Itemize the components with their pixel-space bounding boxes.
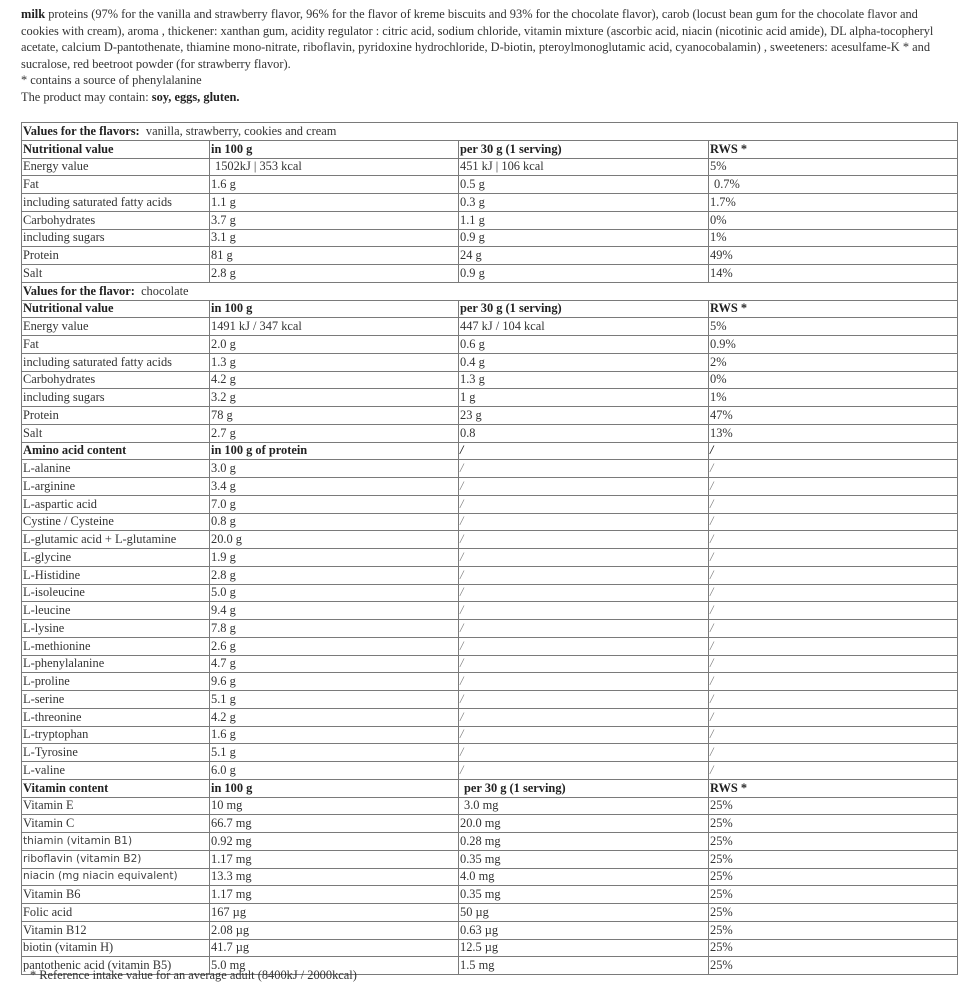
- value-rws: /: [709, 549, 958, 567]
- value-rws: 2%: [709, 353, 958, 371]
- table-row: [22, 513, 958, 531]
- section-title: [22, 282, 958, 300]
- ingredients-list: proteins (97% for the vanilla and strawberry flavor, 96% for the flavor of kreme biscuits and 93% for the chocolate flavor), carob (locust bean gum for the chocolate flavor and cookies with cream), aroma , thickener: xanthan gum, acidity regulator : citric acid, sodium chloride, vitamin mixture (ascorbic acid, niacin (nicotinic acid amide), DL alpha-tocopheryl acetate, calcium D-pantothenate, thiamine mono-nitrate, riboflavin, pyridoxine hydrochloride, D-biotin, pteroylmonoglutamic acid, cyanocobalamin) , sweeteners: acesulfame-K * and sucralose, red beetroot powder (for strawberry flavor).: [21, 7, 934, 71]
- value-per-100g: 66.7 mg: [210, 815, 459, 833]
- value-rws: 25%: [709, 850, 958, 868]
- value-rws: 25%: [709, 957, 958, 975]
- section-title: [22, 123, 958, 141]
- value-per-100g: 1.1 g: [210, 194, 459, 212]
- value-per-serving: 23 g: [459, 407, 709, 425]
- table-row: [22, 478, 958, 496]
- value-per-serving: /: [459, 566, 709, 584]
- row-label: L-proline: [22, 673, 210, 691]
- value-rws: 1%: [709, 389, 958, 407]
- value-per-100g: 1.17 mg: [210, 850, 459, 868]
- table-row: [22, 708, 958, 726]
- value-per-100g: 2.08 µg: [210, 921, 459, 939]
- header-cell: in 100 g: [210, 300, 459, 318]
- value-per-100g: 1.9 g: [210, 549, 459, 567]
- section-title-value: chocolate: [141, 283, 189, 298]
- row-label: including saturated fatty acids: [22, 353, 210, 371]
- value-rws: 0.7%: [709, 176, 958, 194]
- value-per-serving: 451 kJ | 106 kcal: [459, 158, 709, 176]
- row-label: L-isoleucine: [22, 584, 210, 602]
- row-label: Cystine / Cysteine: [22, 513, 210, 531]
- allergen-label: The product may contain:: [21, 89, 152, 104]
- row-label: Protein: [22, 247, 210, 265]
- row-label: L-arginine: [22, 478, 210, 496]
- table-row: [22, 673, 958, 691]
- row-label: including saturated fatty acids: [22, 194, 210, 212]
- value-per-100g: 10 mg: [210, 797, 459, 815]
- value-per-100g: 3.2 g: [210, 389, 459, 407]
- value-per-serving: 1.1 g: [459, 211, 709, 229]
- table-row: [22, 797, 958, 815]
- header-cell: Amino acid content: [22, 442, 210, 460]
- row-label: L-alanine: [22, 460, 210, 478]
- value-per-serving: 0.5 g: [459, 176, 709, 194]
- table-row: [22, 247, 958, 265]
- table-row: [22, 211, 958, 229]
- value-rws: 25%: [709, 904, 958, 922]
- value-per-serving: /: [459, 549, 709, 567]
- table-row: [22, 904, 958, 922]
- row-label: L-lysine: [22, 620, 210, 638]
- value-per-100g: 1502kJ | 353 kcal: [210, 158, 459, 176]
- table-row: [22, 371, 958, 389]
- header-cell: per 30 g (1 serving): [459, 300, 709, 318]
- value-per-serving: 0.35 mg: [459, 850, 709, 868]
- value-per-serving: /: [459, 691, 709, 709]
- value-per-serving: /: [459, 531, 709, 549]
- table-row: [22, 460, 958, 478]
- value-per-serving: 20.0 mg: [459, 815, 709, 833]
- value-per-serving: 50 µg: [459, 904, 709, 922]
- row-label: L-glutamic acid + L-glutamine: [22, 531, 210, 549]
- row-label: L-phenylalanine: [22, 655, 210, 673]
- header-cell: in 100 g: [210, 140, 459, 158]
- value-per-100g: 78 g: [210, 407, 459, 425]
- value-per-100g: 3.7 g: [210, 211, 459, 229]
- table-row: [22, 336, 958, 354]
- value-per-100g: 81 g: [210, 247, 459, 265]
- header-cell: Nutritional value: [22, 300, 210, 318]
- row-label: L-serine: [22, 691, 210, 709]
- value-rws: /: [709, 584, 958, 602]
- value-per-100g: 3.1 g: [210, 229, 459, 247]
- header-row: [22, 140, 958, 158]
- ingredients-text: [21, 6, 956, 72]
- value-per-100g: 3.4 g: [210, 478, 459, 496]
- section-title-label: Values for the flavors:: [23, 123, 140, 138]
- value-per-serving: 0.3 g: [459, 194, 709, 212]
- table-row: [22, 495, 958, 513]
- value-per-serving: 0.8: [459, 424, 709, 442]
- table-row: [22, 549, 958, 567]
- header-cell: in 100 g of protein: [210, 442, 459, 460]
- value-per-serving: 0.63 µg: [459, 921, 709, 939]
- row-label: pantothenic acid (vitamin B5): [22, 957, 210, 975]
- value-per-100g: 7.0 g: [210, 495, 459, 513]
- value-per-100g: 7.8 g: [210, 620, 459, 638]
- row-label: Folic acid: [22, 904, 210, 922]
- value-per-100g: 13.3 mg: [210, 868, 459, 886]
- value-rws: /: [709, 513, 958, 531]
- row-label: Vitamin B6: [22, 886, 210, 904]
- table-row: [22, 691, 958, 709]
- value-per-serving: /: [459, 513, 709, 531]
- value-per-100g: 0.92 mg: [210, 833, 459, 851]
- value-per-100g: 2.7 g: [210, 424, 459, 442]
- row-label: biotin (vitamin H): [22, 939, 210, 957]
- value-per-100g: 2.6 g: [210, 637, 459, 655]
- value-per-100g: 2.8 g: [210, 265, 459, 283]
- value-rws: 1.7%: [709, 194, 958, 212]
- value-rws: /: [709, 691, 958, 709]
- row-label: Fat: [22, 336, 210, 354]
- value-per-100g: 5.0 g: [210, 584, 459, 602]
- row-label: Carbohydrates: [22, 371, 210, 389]
- header-cell: RWS *: [709, 300, 958, 318]
- ingredients-lead: milk: [21, 7, 46, 21]
- table-row: [22, 939, 958, 957]
- row-label: L-Tyrosine: [22, 744, 210, 762]
- row-label: Vitamin E: [22, 797, 210, 815]
- value-per-100g: 1.6 g: [210, 726, 459, 744]
- value-rws: 25%: [709, 815, 958, 833]
- table-row: [22, 318, 958, 336]
- value-rws: /: [709, 531, 958, 549]
- value-rws: /: [709, 478, 958, 496]
- table-row: [22, 637, 958, 655]
- row-label: including sugars: [22, 389, 210, 407]
- table-row: [22, 620, 958, 638]
- table-row: [22, 265, 958, 283]
- value-per-serving: 24 g: [459, 247, 709, 265]
- row-label: Energy value: [22, 318, 210, 336]
- header-cell: /: [459, 442, 709, 460]
- value-rws: 5%: [709, 158, 958, 176]
- row-label: riboflavin (vitamin B2): [22, 850, 210, 868]
- value-per-serving: 0.9 g: [459, 229, 709, 247]
- value-per-100g: 4.2 g: [210, 708, 459, 726]
- value-per-100g: 1.3 g: [210, 353, 459, 371]
- value-per-serving: 0.28 mg: [459, 833, 709, 851]
- value-per-serving: /: [459, 762, 709, 780]
- value-rws: 0.9%: [709, 336, 958, 354]
- table-row: [22, 531, 958, 549]
- value-per-100g: 5.1 g: [210, 691, 459, 709]
- value-per-serving: 4.0 mg: [459, 868, 709, 886]
- table-row: [22, 194, 958, 212]
- value-per-serving: 1 g: [459, 389, 709, 407]
- section-title-label: Values for the flavor:: [23, 283, 135, 298]
- value-per-serving: /: [459, 744, 709, 762]
- section-title-value: vanilla, strawberry, cookies and cream: [145, 123, 337, 138]
- ingredients-block: [21, 6, 956, 106]
- value-per-serving: 3.0 mg: [459, 797, 709, 815]
- value-per-serving: /: [459, 708, 709, 726]
- row-label: Protein: [22, 407, 210, 425]
- row-label: Energy value: [22, 158, 210, 176]
- value-per-serving: /: [459, 637, 709, 655]
- value-rws: /: [709, 762, 958, 780]
- value-rws: 49%: [709, 247, 958, 265]
- table-row: [22, 815, 958, 833]
- row-label: including sugars: [22, 229, 210, 247]
- value-per-serving: /: [459, 460, 709, 478]
- value-rws: /: [709, 460, 958, 478]
- value-per-100g: 4.7 g: [210, 655, 459, 673]
- value-rws: 0%: [709, 211, 958, 229]
- header-row: [22, 442, 958, 460]
- value-per-serving: 0.9 g: [459, 265, 709, 283]
- value-per-serving: /: [459, 478, 709, 496]
- row-label: Salt: [22, 424, 210, 442]
- value-per-serving: 0.35 mg: [459, 886, 709, 904]
- value-per-serving: 1.5 mg: [459, 957, 709, 975]
- value-per-serving: /: [459, 726, 709, 744]
- table-row: [22, 655, 958, 673]
- value-per-serving: /: [459, 655, 709, 673]
- value-per-100g: 3.0 g: [210, 460, 459, 478]
- header-cell: in 100 g: [210, 779, 459, 797]
- table-row: [22, 762, 958, 780]
- value-rws: 47%: [709, 407, 958, 425]
- value-per-100g: 4.2 g: [210, 371, 459, 389]
- table-row: [22, 850, 958, 868]
- header-cell: RWS *: [709, 779, 958, 797]
- value-rws: /: [709, 673, 958, 691]
- table-row: [22, 158, 958, 176]
- value-rws: /: [709, 655, 958, 673]
- row-label: niacin (mg niacin equivalent): [22, 868, 210, 886]
- value-per-100g: 1.17 mg: [210, 886, 459, 904]
- value-rws: 0%: [709, 371, 958, 389]
- value-rws: /: [709, 566, 958, 584]
- nutrition-table-body: [22, 123, 958, 975]
- value-rws: 1%: [709, 229, 958, 247]
- section-title-row: [22, 123, 958, 141]
- value-rws: 25%: [709, 797, 958, 815]
- value-per-serving: 447 kJ / 104 kcal: [459, 318, 709, 336]
- value-per-serving: /: [459, 584, 709, 602]
- table-row: [22, 744, 958, 762]
- row-label: L-leucine: [22, 602, 210, 620]
- row-label: L-threonine: [22, 708, 210, 726]
- table-row: [22, 584, 958, 602]
- value-rws: /: [709, 620, 958, 638]
- value-per-serving: 12.5 µg: [459, 939, 709, 957]
- table-row: [22, 407, 958, 425]
- value-per-100g: 5.1 g: [210, 744, 459, 762]
- row-label: thiamin (vitamin B1): [22, 833, 210, 851]
- allergen-note: [21, 89, 956, 106]
- value-per-100g: 0.8 g: [210, 513, 459, 531]
- value-rws: /: [709, 495, 958, 513]
- value-per-serving: /: [459, 602, 709, 620]
- value-rws: 25%: [709, 921, 958, 939]
- value-rws: 25%: [709, 886, 958, 904]
- row-label: L-valine: [22, 762, 210, 780]
- section-title-row: [22, 282, 958, 300]
- value-rws: /: [709, 602, 958, 620]
- value-rws: 13%: [709, 424, 958, 442]
- phenylalanine-note: * contains a source of phenylalanine: [21, 73, 202, 88]
- value-per-100g: 2.8 g: [210, 566, 459, 584]
- table-row: [22, 868, 958, 886]
- value-per-100g: 1.6 g: [210, 176, 459, 194]
- value-per-serving: 0.4 g: [459, 353, 709, 371]
- row-label: Fat: [22, 176, 210, 194]
- value-rws: 25%: [709, 939, 958, 957]
- header-row: [22, 779, 958, 797]
- header-cell: Nutritional value: [22, 140, 210, 158]
- header-cell: RWS *: [709, 140, 958, 158]
- table-row: [22, 424, 958, 442]
- header-cell: /: [709, 442, 958, 460]
- value-per-100g: 1491 kJ / 347 kcal: [210, 318, 459, 336]
- value-per-serving: 0.6 g: [459, 336, 709, 354]
- value-per-100g: 9.6 g: [210, 673, 459, 691]
- row-label: Vitamin C: [22, 815, 210, 833]
- value-rws: 25%: [709, 868, 958, 886]
- value-per-100g: 167 µg: [210, 904, 459, 922]
- header-cell: per 30 g (1 serving): [459, 779, 709, 797]
- row-label: L-methionine: [22, 637, 210, 655]
- value-per-serving: 1.3 g: [459, 371, 709, 389]
- value-per-serving: /: [459, 495, 709, 513]
- header-row: [22, 300, 958, 318]
- row-label: L-Histidine: [22, 566, 210, 584]
- row-label: L-glycine: [22, 549, 210, 567]
- table-row: [22, 353, 958, 371]
- row-label: L-tryptophan: [22, 726, 210, 744]
- row-label: Salt: [22, 265, 210, 283]
- value-per-100g: 20.0 g: [210, 531, 459, 549]
- value-per-100g: 41.7 µg: [210, 939, 459, 957]
- value-per-serving: /: [459, 673, 709, 691]
- value-rws: 5%: [709, 318, 958, 336]
- header-cell: Vitamin content: [22, 779, 210, 797]
- table-row: [22, 921, 958, 939]
- table-row: [22, 229, 958, 247]
- value-rws: /: [709, 726, 958, 744]
- table-row: [22, 176, 958, 194]
- value-per-100g: 6.0 g: [210, 762, 459, 780]
- value-rws: /: [709, 637, 958, 655]
- value-rws: 25%: [709, 833, 958, 851]
- value-per-100g: 9.4 g: [210, 602, 459, 620]
- allergen-list: soy, eggs, gluten.: [151, 89, 240, 104]
- row-label: L-aspartic acid: [22, 495, 210, 513]
- table-row: [22, 566, 958, 584]
- nutrition-table: [21, 122, 958, 975]
- table-row: [22, 833, 958, 851]
- value-per-100g: 5.0 mg: [210, 957, 459, 975]
- value-rws: /: [709, 708, 958, 726]
- table-row: [22, 726, 958, 744]
- table-row: [22, 602, 958, 620]
- row-label: Vitamin B12: [22, 921, 210, 939]
- value-per-100g: 2.0 g: [210, 336, 459, 354]
- value-rws: 14%: [709, 265, 958, 283]
- value-rws: /: [709, 744, 958, 762]
- value-per-serving: /: [459, 620, 709, 638]
- table-row: [22, 886, 958, 904]
- header-cell: per 30 g (1 serving): [459, 140, 709, 158]
- row-label: Carbohydrates: [22, 211, 210, 229]
- table-row: [22, 389, 958, 407]
- reference-intake-footnote: * Reference intake value for an average adult (8400kJ / 2000kcal): [30, 968, 357, 982]
